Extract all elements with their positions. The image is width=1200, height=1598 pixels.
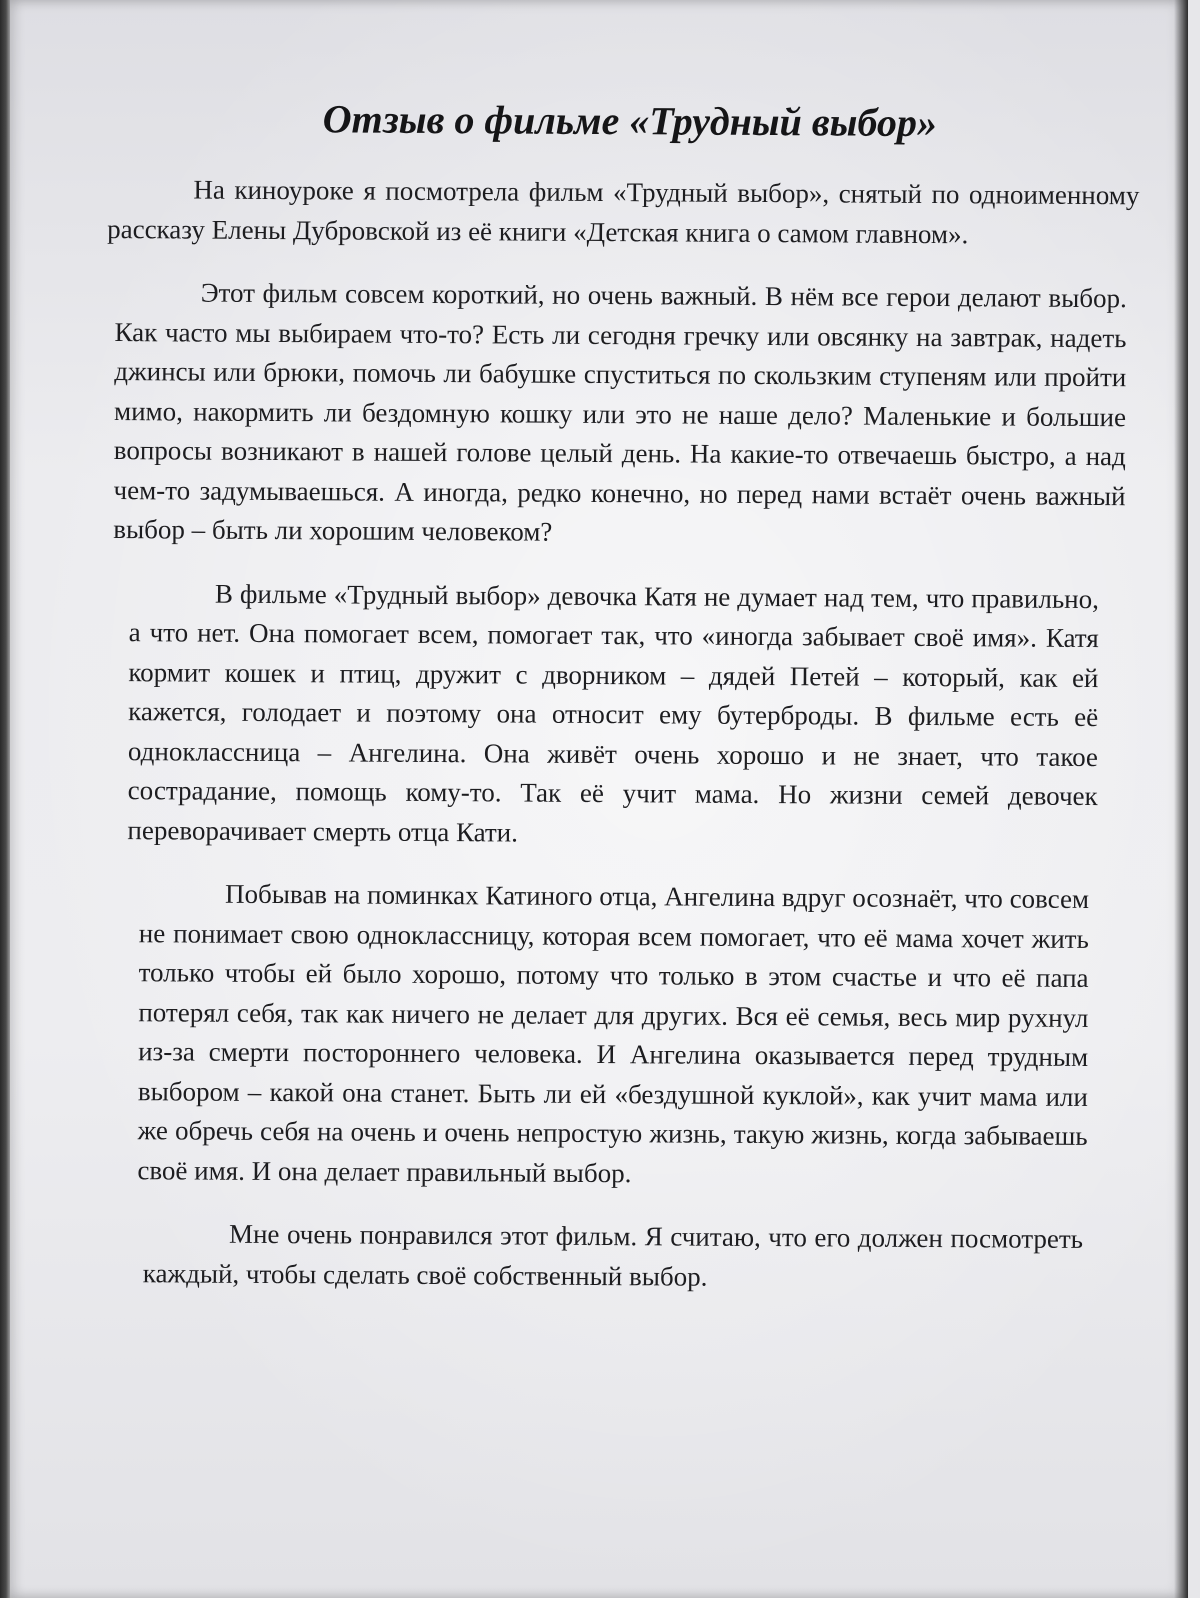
paragraph-3: В фильме «Трудный выбор» девочка Катя не думает над тем, что правильно, а что нет. Она помогает всем, помогает так, что «иногда забывает своё имя». Катя кормит кошек и птиц, дружит с дворником – дядей Петей – который, как ей кажется, голодает и поэтому она относит ему бутерброды. В фильме есть её одноклассница – Ангелина. Она живёт очень хорошо и не знает, что такое сострадание, помощь кому-то. Так её учит мама. Но жизни семей девочек переворачивает смерть отца Кати. (127, 578, 1100, 848)
paragraph-2: Этот фильм совсем короткий, но очень важный. В нём все герои делают выбор. Как часто мы выбираем что-то? Есть ли сегодня гречку или овсянку на завтрак, надеть джинсы или брюки, помочь ли бабушке спуститься по скользким ступеням или пройти мимо, накормить ли бездомную кошку или это не наше дело? Маленькие и большие вопросы возникают в нашей голове целый день. На какие-то отвечаешь быстро, а над чем-то задумываешься. А иногда, редко конечно, но перед нами встаёт очень важный выбор – быть ли хорошим человеком? (113, 277, 1127, 547)
document-body (101, 92, 1140, 1323)
paper-shadow-edge (1174, 0, 1188, 1598)
document-title: Отзыв о фильме «Трудный выбор» (322, 96, 938, 146)
paragraph-4: Побывав на поминках Катиного отца, Ангелина вдруг осознаёт, что совсем не понимает свою одноклассницу, которая всем помогает, что её мама хочет жить только чтобы ей было хорошо, потому что только в этом счастье и что её папа потерял себя, так как ничего не делает для других. Вся её семья, весь мир рухнул из-за смерти постороннего человека. И Ангелина оказывается перед трудным выбором – какой она станет. Быть ли ей «бездушной куклой», как учит мама или же обречь себя на очень и очень непростую жизнь, такую жизнь, когда забываешь своё имя. И она делает правильный выбор. (137, 878, 1090, 1188)
paragraph-1: На киноуроке я посмотрела фильм «Трудный выбор», снятый по одноименному рассказу Елены Дубровской из её книги «Детская книга о самом главном». (107, 174, 1140, 249)
paper-sheet (10, 0, 1188, 1598)
paragraph-5: Мне очень понравился этот фильм. Я считаю, что его должен посмотреть каждый, чтобы сделать своё собственный выбор. (142, 1218, 1084, 1292)
